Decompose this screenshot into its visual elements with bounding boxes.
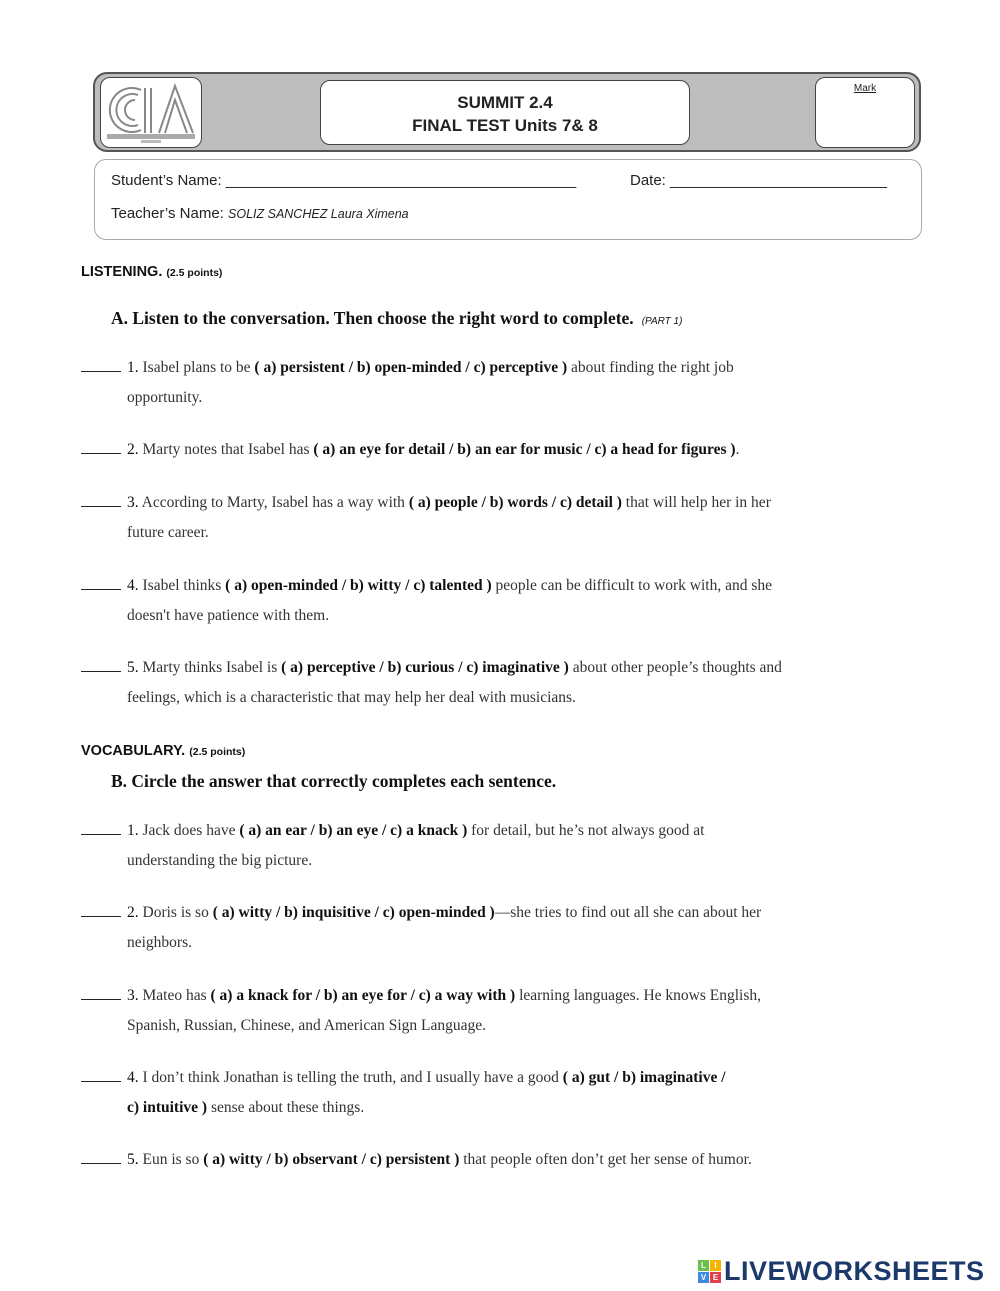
continuation-text: Spanish, Russian, Chinese, and American Sign Language. <box>127 1016 487 1034</box>
question-number: 2. <box>127 904 139 921</box>
continuation-text: feelings, which is a characteristic that may help her deal with musicians. <box>127 688 576 706</box>
question-continuation <box>81 1011 911 1041</box>
answer-options[interactable]: ( a) an ear / b) an eye / c) a knack ) <box>239 822 468 839</box>
question-number: 3. <box>127 987 139 1004</box>
continuation-text: understanding the big picture. <box>127 851 313 869</box>
answer-options[interactable]: ( a) gut / b) imaginative / <box>562 1069 726 1086</box>
question-number: 2. <box>127 441 139 458</box>
section-points: (2.5 points) <box>189 746 246 758</box>
date-label: Date: <box>630 172 666 189</box>
question-text: Isabel thinks <box>142 577 222 594</box>
instruction-note: (PART 1) <box>641 316 683 327</box>
answer-blank[interactable] <box>81 902 121 917</box>
question-number: 1. <box>127 822 139 839</box>
question-text-end: that people often don’t get her sense of humor. <box>463 1151 752 1168</box>
student-info-box <box>94 159 922 240</box>
question-continuation <box>81 846 911 876</box>
test-series: SUMMIT 2.4 <box>457 93 553 112</box>
answer-options[interactable]: ( a) people / b) words / c) detail ) <box>408 494 622 511</box>
answer-blank[interactable] <box>81 820 121 835</box>
school-logo <box>100 77 202 148</box>
question-text-end: for detail, but he’s not always good at <box>471 822 705 839</box>
question-continuation <box>81 601 911 631</box>
continuation-text: neighbors. <box>127 933 193 951</box>
continuation-text: sense about these things. <box>210 1098 365 1116</box>
instruction-text: B. Circle the answer that correctly completes each sentence. <box>111 771 557 791</box>
listening-instruction <box>111 308 682 329</box>
answer-options[interactable]: ( a) open-minded / b) witty / c) talented ) <box>225 577 492 594</box>
answer-options[interactable]: ( a) witty / b) observant / c) persistent ) <box>203 1151 460 1168</box>
answer-blank[interactable] <box>81 985 121 1000</box>
date-field[interactable]: __________________________ <box>670 172 887 189</box>
student-name-field[interactable]: __________________________________________ <box>225 172 577 189</box>
question-text: Jack does have <box>142 822 236 839</box>
test-title-box <box>320 80 690 145</box>
test-title: FINAL TEST Units 7& 8 <box>412 116 598 135</box>
question-text: I don’t think Jonathan is telling the truth, and I usually have a good <box>142 1069 559 1086</box>
section-points: (2.5 points) <box>166 267 223 279</box>
brand-name: LIVEWORKSHEETS <box>724 1256 985 1286</box>
answer-blank[interactable] <box>81 1149 121 1164</box>
question-continuation <box>81 928 911 958</box>
mark-box[interactable] <box>815 77 915 148</box>
answer-blank[interactable] <box>81 492 121 507</box>
question-text: Marty thinks Isabel is <box>142 659 278 676</box>
answer-blank[interactable] <box>81 657 121 672</box>
question-text-end: . <box>735 441 740 458</box>
teacher-name-value: SOLIZ SANCHEZ Laura Ximena <box>228 207 409 221</box>
question-item <box>81 488 911 547</box>
question-item <box>81 435 911 465</box>
question-continuation <box>81 518 911 548</box>
question-item <box>81 653 911 712</box>
answer-blank[interactable] <box>81 357 121 372</box>
liveworksheets-logo <box>698 1256 985 1287</box>
answer-blank[interactable] <box>81 439 121 454</box>
question-continuation <box>81 1093 911 1123</box>
question-item <box>81 1145 911 1175</box>
tile: I <box>710 1260 721 1271</box>
question-text-end: about finding the right job <box>570 359 734 376</box>
section-title: LISTENING. <box>81 264 163 280</box>
continuation-text: opportunity. <box>127 388 203 406</box>
question-number: 5. <box>127 1151 139 1168</box>
student-name-label: Student’s Name: <box>111 172 222 189</box>
teacher-name-label: Teacher’s Name: <box>111 205 224 222</box>
question-item <box>81 353 911 412</box>
section-title: VOCABULARY. <box>81 743 186 759</box>
question-number: 5. <box>127 659 139 676</box>
continuation-text: future career. <box>127 523 209 541</box>
question-number: 4. <box>127 1069 139 1086</box>
answer-options[interactable]: ( a) perceptive / b) curious / c) imaginative ) <box>281 659 569 676</box>
answer-blank[interactable] <box>81 575 121 590</box>
question-text: Mateo has <box>142 987 207 1004</box>
question-text: According to Marty, Isabel has a way with <box>141 494 405 511</box>
question-item <box>81 571 911 630</box>
tile: E <box>710 1272 721 1283</box>
question-text: Eun is so <box>142 1151 200 1168</box>
continuation-text: doesn't have patience with them. <box>127 606 330 624</box>
instruction-text: A. Listen to the conversation. Then choose the right word to complete. <box>111 308 634 328</box>
answer-options[interactable]: ( a) a knack for / b) an eye for / c) a way with ) <box>210 987 516 1004</box>
question-text: Marty notes that Isabel has <box>142 441 310 458</box>
question-item <box>81 816 911 875</box>
answer-options-continued[interactable]: c) intuitive ) <box>127 1098 208 1116</box>
question-number: 3. <box>127 494 139 511</box>
vocabulary-heading <box>81 743 245 759</box>
question-item <box>81 981 911 1040</box>
mark-label: Mark <box>853 83 877 94</box>
listening-heading <box>81 264 222 280</box>
question-item <box>81 1063 911 1122</box>
question-text-end: learning languages. He knows English, <box>519 987 761 1004</box>
question-number: 1. <box>127 359 139 376</box>
question-item <box>81 898 911 957</box>
answer-options[interactable]: ( a) witty / b) inquisitive / c) open-minded ) <box>212 904 495 921</box>
live-tiles-icon <box>698 1260 721 1283</box>
answer-options[interactable]: ( a) an eye for detail / b) an ear for music / c) a head for figures ) <box>313 441 736 458</box>
answer-blank[interactable] <box>81 1067 121 1082</box>
question-continuation <box>81 683 911 713</box>
answer-options[interactable]: ( a) persistent / b) open-minded / c) perceptive ) <box>254 359 568 376</box>
question-text: Doris is so <box>142 904 209 921</box>
question-text-end: about other people’s thoughts and <box>572 659 782 676</box>
vocabulary-instruction <box>111 771 556 792</box>
question-number: 4. <box>127 577 139 594</box>
question-text-end: that will help her in her <box>625 494 771 511</box>
question-continuation <box>81 383 911 413</box>
tile: L <box>698 1260 709 1271</box>
question-text: Isabel plans to be <box>142 359 251 376</box>
question-text-end: —she tries to find out all she can about her <box>494 904 762 921</box>
question-text-end: people can be difficult to work with, and she <box>495 577 773 594</box>
tile: V <box>698 1272 709 1283</box>
